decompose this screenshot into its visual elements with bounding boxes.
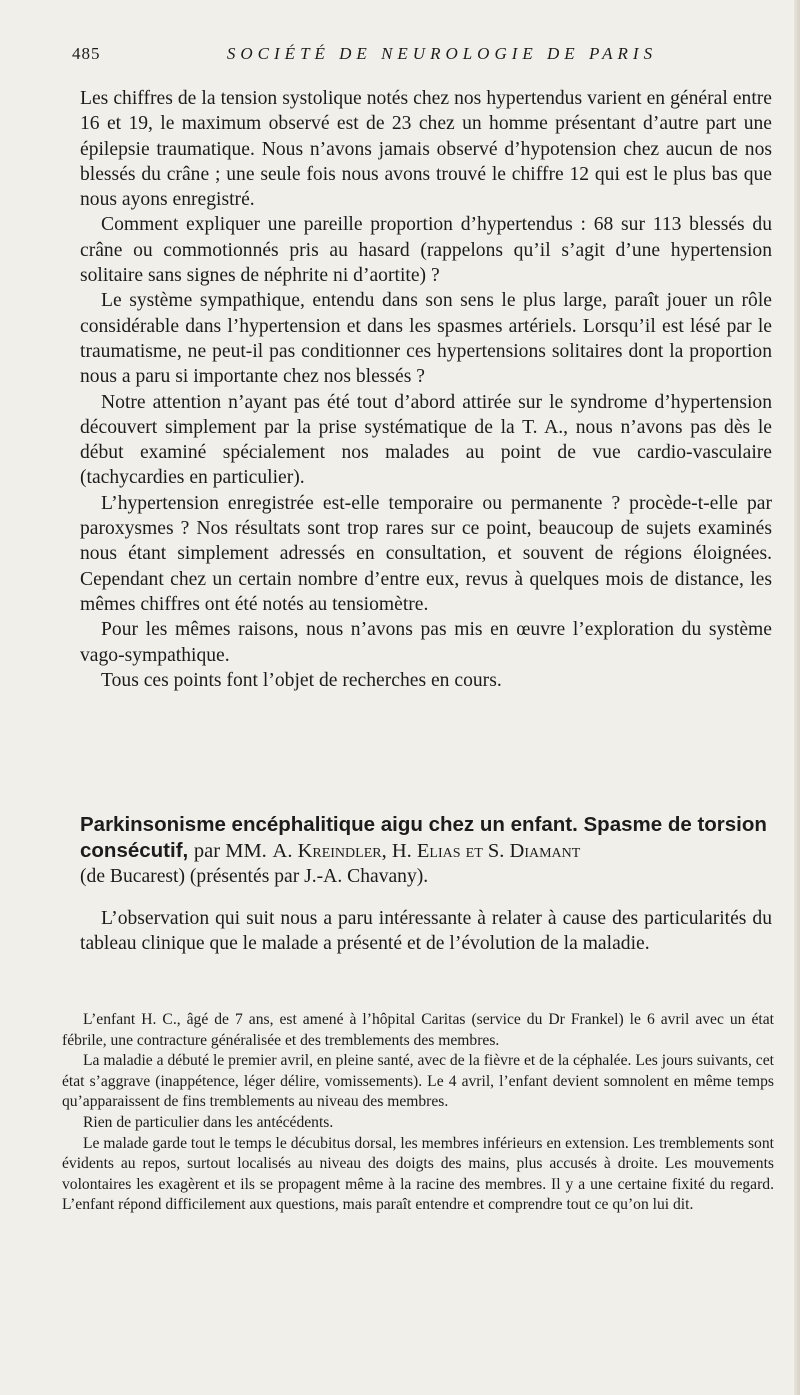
section-byline: par MM. <box>193 839 267 862</box>
paragraph: Comment expliquer une pareille proportion d’hypertendus : 68 sur 113 blessés du crâne ou commotionnés pris au hasard (rappelons qu’il s’agit d’une hypertension solitaire sans signes de néphrite ni d’aortite) ? <box>80 214 772 287</box>
paragraph: Tous ces points font l’objet de recherches en cours. <box>101 669 502 691</box>
case-paragraph: Le malade garde tout le temps le décubitus dorsal, les membres inférieurs en extension. Les tremblements sont évidents au repos, surtout localisés au niveau des doigts des mains, plus accusés à droite. Les mouvements volontaires les exagèrent et ils se propagent même à la racine des membres. Il y a une certaine fixité du regard. L’enfant répond difficilement aux questions, mais paraît entendre et comprendre tout ce qu’on lui dit. <box>62 1134 774 1214</box>
page-header <box>72 44 772 68</box>
section-intro: L’observation qui suit nous a paru intéressante à relater à cause des particularités du tableau clinique que le malade a présenté et de l’évolution de la maladie. <box>80 907 772 954</box>
section-title: Parkinsonisme encéphalitique aigu chez un enfant. Spasme de torsion consécutif, <box>80 813 767 862</box>
paragraph: Le système sympathique, entendu dans son sens le plus large, paraît jouer un rôle considérable dans l’hypertension et dans les spasmes artériels. Lorsqu’il est lésé par le traumatisme, ne peut-il pas conditionner ces hypertensions solitaires dont la proportion nous a paru si importante chez nos blessés ? <box>80 290 772 388</box>
section-heading <box>80 812 772 864</box>
page-edge <box>794 0 800 1395</box>
case-report <box>62 1010 774 1216</box>
case-paragraph: La maladie a débuté le premier avril, en pleine santé, avec de la fièvre et de la céphalée. Les jours suivants, cet état s’aggrave (inappétence, léger délire, vomissements). Le 4 avril, l’enfant devient somnolent en même temps qu’apparaissent de fins tremblements au niveau des membres. <box>62 1052 774 1111</box>
paragraph: Notre attention n’ayant pas été tout d’abord attirée sur le syndrome d’hypertension découvert simplement par la prise systématique de la T. A., nous n’avons pas dès le début examiné spécialement nos malades au point de vue cardio-vasculaire (tachycardies en particulier). <box>80 391 772 489</box>
body-text <box>80 86 772 693</box>
running-head: SOCIÉTÉ DE NEUROLOGIE DE PARIS <box>226 44 658 63</box>
paragraph: Pour les mêmes raisons, nous n’avons pas mis en œuvre l’exploration du système vago-sympathique. <box>80 619 772 666</box>
section-affiliation: (de Bucarest) (présentés par J.-A. Chavany). <box>80 866 429 887</box>
paragraph: L’hypertension enregistrée est-elle temporaire ou permanente ? procède-t-elle par paroxysmes ? Nos résultats sont trop rares sur ce point, beaucoup de sujets examinés nous étant simplement adressés en consultation, et souvent de régions éloignées. Cependant chez un certain nombre d’entre eux, revus à quelques mois de distance, les mêmes chiffres ont été notés au tensiomètre. <box>80 492 772 615</box>
case-paragraph: Rien de particulier dans les antécédents. <box>83 1113 334 1131</box>
section-authors: A. Kreindler, H. Elias et S. Diamant <box>272 839 581 862</box>
paragraph: Les chiffres de la tension systolique notés chez nos hypertendus varient en général entre 16 et 19, le maximum observé est de 23 chez un homme présentant d’autre part une épilepsie traumatique. Nous n’avons jamais observé d’hypotension chez aucun de nos blessés du crâne ; une seule fois nous avons trouvé le chiffre 12 qui est le plus bas que nous ayons enregistré. <box>80 88 772 211</box>
section <box>80 812 772 956</box>
page-number: 485 <box>72 44 101 63</box>
case-paragraph: L’enfant H. C., âgé de 7 ans, est amené à l’hôpital Caritas (service du Dr Frankel) le 6 avril avec un état fébrile, une contracture généralisée et des tremblements des membres. <box>62 1011 774 1049</box>
